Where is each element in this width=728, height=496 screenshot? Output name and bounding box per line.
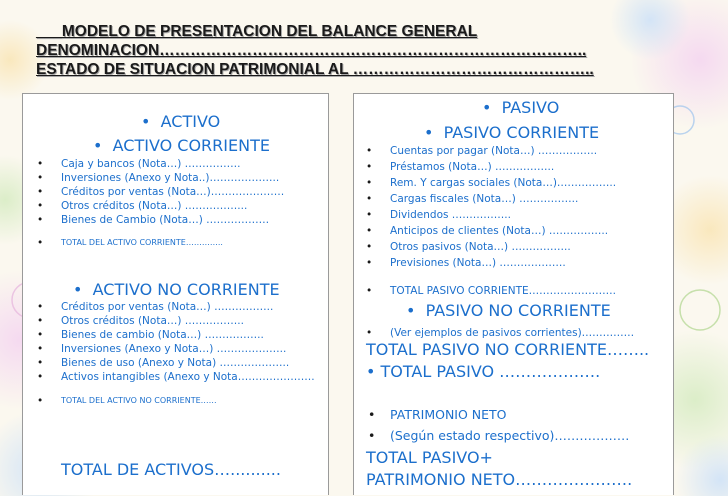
bullet-icon: • <box>424 123 434 142</box>
list-item: • Previsiones (Nota…) ………………. <box>366 257 566 269</box>
bullet-icon: • <box>37 237 44 249</box>
list-item: • Otros créditos (Nota…) …………….. <box>37 315 244 327</box>
bullet-icon: • <box>366 177 373 189</box>
total-pasivo-no-corriente: TOTAL PASIVO NO CORRIENTE…….. <box>366 340 650 359</box>
list-item: • Caja y bancos (Nota…) ……………. <box>37 158 241 170</box>
list-item: • Inversiones (Anexo y Nota..)……………….. <box>37 172 280 184</box>
bullet-icon: • <box>406 301 416 320</box>
bullet-icon: • <box>37 158 44 170</box>
bullet-icon: • <box>482 98 492 117</box>
total-activo-corriente: • TOTAL DEL ACTIVO CORRIENTE………….. <box>37 237 223 249</box>
list-item: • Activos intangibles (Anexo y Nota…………………. <box>37 371 315 383</box>
total-activo-no-corriente: • TOTAL DEL ACTIVO NO CORRIENTE…… <box>37 395 217 407</box>
patrimonio-neto: • PATRIMONIO NETO <box>368 407 507 422</box>
list-item: • Bienes de Cambio (Nota…) ……………… <box>37 214 270 226</box>
bullet-icon: • <box>366 257 373 269</box>
list-item: • Dividendos …………….. <box>366 209 511 221</box>
bullet-icon: • <box>368 428 376 443</box>
list-item: • Créditos por ventas (Nota…) …………….. <box>37 301 274 313</box>
pasivo-panel <box>353 93 674 495</box>
bullet-icon: • <box>366 362 376 381</box>
bullet-icon: • <box>37 200 44 212</box>
header-estado: ESTADO DE SITUACION PATRIMONIAL AL ……………………………………….. <box>36 61 594 78</box>
activo-panel <box>22 93 329 495</box>
pasivo-no-corriente-title <box>406 301 611 320</box>
total-activos: TOTAL DE ACTIVOS….......... <box>61 460 281 479</box>
list-item: • Anticipos de clientes (Nota…) …………….. <box>366 225 609 237</box>
list-item: • Créditos por ventas (Nota…)………………… <box>37 186 285 198</box>
total-pasivo: • TOTAL PASIVO ………………. <box>366 362 601 381</box>
bullet-icon: • <box>37 301 44 313</box>
bullet-icon: • <box>93 136 103 155</box>
bullet-icon: • <box>366 145 373 157</box>
bullet-icon: • <box>366 285 373 297</box>
bullet-icon: • <box>37 343 44 355</box>
bullet-icon: • <box>37 329 44 341</box>
pasivo-title-text: PASIVO <box>501 98 560 117</box>
total-pasivo-pn-line1: TOTAL PASIVO+ <box>366 448 493 467</box>
bullet-icon: • <box>368 407 376 422</box>
list-item: • Cuentas por pagar (Nota…) …………….. <box>366 145 598 157</box>
pasivo-corriente-title-text: PASIVO CORRIENTE <box>443 123 600 142</box>
bullet-icon: • <box>37 395 44 407</box>
header <box>36 22 594 79</box>
list-item: • Otros créditos (Nota…) ……………... <box>37 200 248 212</box>
activo-corriente-title-text: ACTIVO CORRIENTE <box>112 136 270 155</box>
list-item: • Bienes de uso (Anexo y Nota) ……………….. <box>37 357 290 369</box>
header-denominacion: DENOMINACION……………………………………………………………………….. <box>36 42 587 59</box>
bullet-icon: • <box>366 241 373 253</box>
activo-corriente-title <box>93 136 270 155</box>
bullet-icon: • <box>37 315 44 327</box>
activo-title <box>141 112 220 131</box>
bullet-icon: • <box>366 161 373 173</box>
pasivo-no-corriente-title-text: PASIVO NO CORRIENTE <box>425 301 611 320</box>
bullet-icon: • <box>37 186 44 198</box>
bullet-icon: • <box>366 225 373 237</box>
list-item: • Cargas fiscales (Nota…) …………….. <box>366 193 579 205</box>
list-item: • Inversiones (Anexo y Nota…) ……………….. <box>37 343 287 355</box>
total-pasivo-corriente: • TOTAL PASIVO CORRIENTE……………………. <box>366 285 617 297</box>
segun-estado-respectivo: • (Según estado respectivo)……………… <box>368 428 630 443</box>
activo-no-corriente-title <box>73 280 280 299</box>
bullet-icon: • <box>366 327 373 339</box>
total-pasivo-pn-line2: PATRIMONIO NETO…………………. <box>366 470 633 489</box>
bullet-icon: • <box>366 193 373 205</box>
header-title: ___MODELO DE PRESENTACION DEL BALANCE GENERAL <box>36 23 478 40</box>
activo-title-text: ACTIVO <box>160 112 221 131</box>
bullet-icon: • <box>37 172 44 184</box>
list-item: • Rem. Y cargas sociales (Nota…)…………….. <box>366 177 617 189</box>
pasivo-no-corriente-ejemplos: • (Ver ejemplos de pasivos corrientes)…………… <box>366 327 635 339</box>
pasivo-title <box>482 98 559 117</box>
bullet-icon: • <box>366 209 373 221</box>
list-item: • Bienes de cambio (Nota…) …………….. <box>37 329 264 341</box>
activo-no-corriente-title-text: ACTIVO NO CORRIENTE <box>92 280 280 299</box>
bullet-icon: • <box>37 371 44 383</box>
bullet-icon: • <box>37 357 44 369</box>
bullet-icon: • <box>37 214 44 226</box>
pasivo-corriente-title <box>424 123 599 142</box>
bullet-icon: • <box>73 280 83 299</box>
list-item: • Préstamos (Nota…) …………….. <box>366 161 555 173</box>
list-item: • Otros pasivos (Nota…) …………….. <box>366 241 571 253</box>
bullet-icon: • <box>141 112 151 131</box>
